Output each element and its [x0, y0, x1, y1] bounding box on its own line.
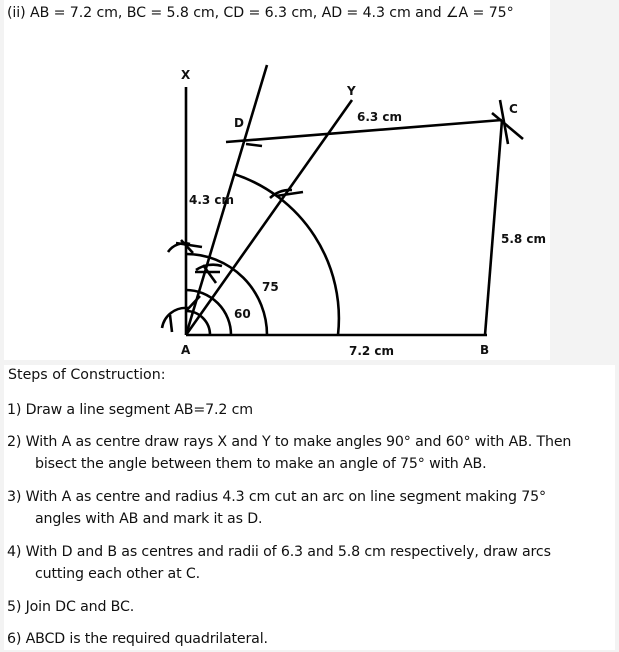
label-a: A: [181, 343, 191, 357]
step-1: [7, 399, 612, 421]
step-text: 2) With A as centre draw rays X and Y to make angles 90° and 60° with AB. Then: [7, 434, 572, 450]
step-text: 6) ABCD is the required quadrilateral.: [7, 631, 268, 647]
steps-heading: Steps of Construction:: [8, 367, 166, 383]
label-y: Y: [347, 84, 356, 98]
step-text-continued: cutting each other at C.: [35, 566, 200, 582]
step-text: 3) With A as centre and radius 4.3 cm cut an arc on line segment making 75°: [7, 489, 546, 505]
label-ad-length: 4.3 cm: [189, 193, 235, 207]
label-d: D: [234, 116, 244, 130]
step-4: [7, 541, 612, 585]
step-5: [7, 596, 612, 618]
label-ab-length: 7.2 cm: [349, 344, 395, 358]
label-c: C: [509, 102, 518, 116]
label-angle-60: 60: [234, 307, 251, 321]
label-bc-length: 5.8 cm: [501, 232, 547, 246]
step-text-continued: bisect the angle between them to make an angle of 75° with AB.: [35, 456, 487, 472]
arc-mark-a: [162, 308, 188, 328]
label-cd-length: 6.3 cm: [357, 110, 403, 124]
label-b: B: [480, 343, 490, 357]
step-6: [7, 628, 612, 650]
step-text: 1) Draw a line segment AB=7.2 cm: [7, 402, 253, 418]
step-text: 5) Join DC and BC.: [7, 599, 135, 615]
step-3: [7, 486, 612, 530]
label-angle-75: 75: [262, 280, 279, 294]
arc-mark-75: [196, 265, 222, 270]
ray-y: [186, 100, 352, 335]
step-text: 4) With D and B as centres and radii of 6.3 and 5.8 cm respectively, draw arcs: [7, 544, 551, 560]
label-x: X: [181, 68, 191, 82]
segment-bc: [485, 120, 502, 335]
problem-statement: (ii) AB = 7.2 cm, BC = 5.8 cm, CD = 6.3 cm, AD = 4.3 cm and ∠A = 75°: [7, 5, 514, 21]
step-2: [7, 431, 612, 475]
step-text-continued: angles with AB and mark it as D.: [35, 511, 263, 527]
